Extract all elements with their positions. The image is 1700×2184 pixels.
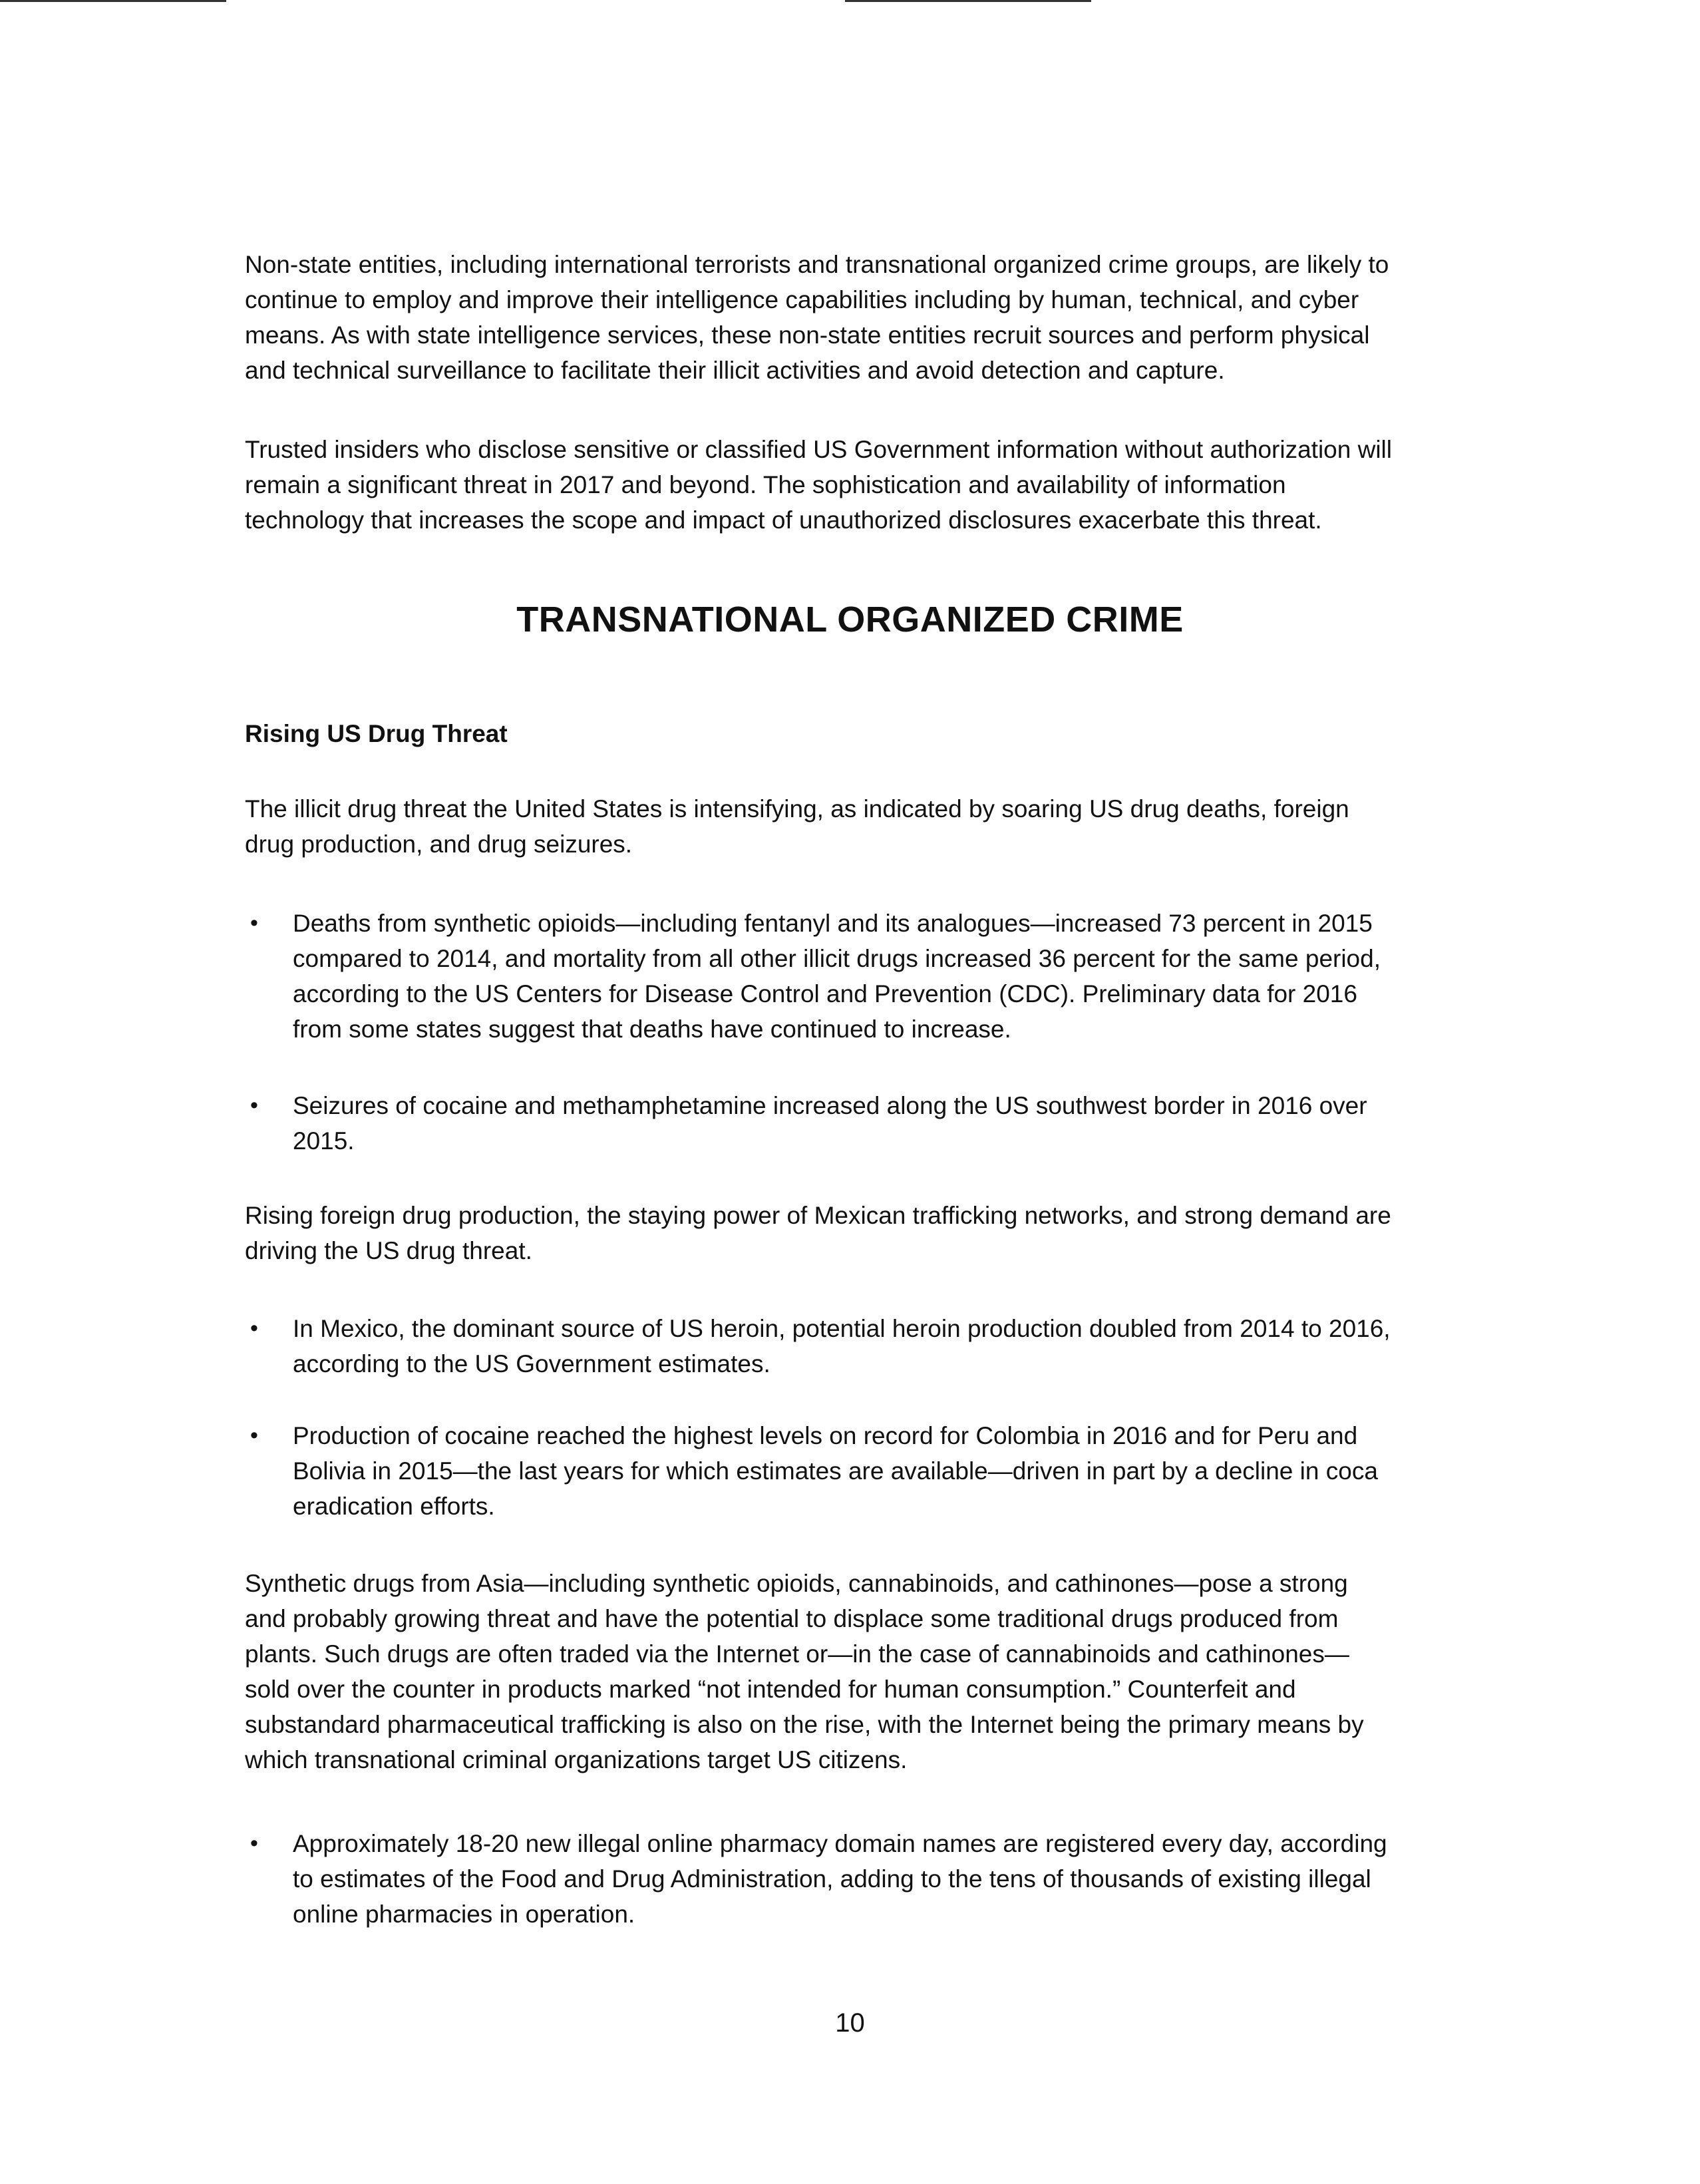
paragraph — [245, 791, 1496, 862]
bullet-icon: • — [250, 1831, 258, 1856]
text-line: 2015. — [293, 1127, 355, 1155]
text-line: to estimates of the Food and Drug Administration, adding to the tens of thousands of existing illegal — [293, 1865, 1371, 1893]
text-line: and probably growing threat and have the potential to displace some traditional drugs produced from — [245, 1605, 1339, 1632]
text-line: substandard pharmaceutical trafficking is also on the rise, with the Internet being the primary means by — [245, 1711, 1364, 1738]
bullet-icon: • — [250, 1316, 258, 1341]
bullet-item — [250, 1418, 1490, 1524]
text-line: Non-state entities, including international terrorists and transnational organized crime groups, are likely to — [245, 251, 1389, 278]
text-line: and technical surveillance to facilitate their illicit activities and avoid detection and capture. — [245, 357, 1225, 384]
text-line: remain a significant threat in 2017 and beyond. The sophistication and availability of information — [245, 471, 1286, 498]
paragraph — [245, 1198, 1496, 1268]
bullet-item — [250, 1826, 1490, 1932]
text-line: plants. Such drugs are often traded via the Internet or—in the case of cannabinoids and cathinones— — [245, 1640, 1349, 1668]
text-line: Seizures of cocaine and methamphetamine increased along the US southwest border in 2016 over — [293, 1092, 1367, 1119]
scan-artifact-line — [0, 0, 226, 2]
page-number: 10 — [835, 2008, 865, 2038]
bullet-item — [250, 906, 1490, 1047]
text-line: according to the US Centers for Disease Control and Prevention (CDC). Preliminary data for 2016 — [293, 980, 1357, 1007]
paragraph — [245, 432, 1496, 538]
text-line: sold over the counter in products marked “not intended for human consumption.” Counterfeit and — [245, 1676, 1296, 1703]
text-line: drug production, and drug seizures. — [245, 830, 633, 858]
text-line: which transnational criminal organizations target US citizens. — [245, 1746, 908, 1773]
subheading — [245, 716, 1496, 751]
text-line: means. As with state intelligence services, these non-state entities recruit sources and perform physical — [245, 321, 1370, 349]
text-line: according to the US Government estimates. — [293, 1350, 770, 1377]
bullet-icon: • — [250, 1423, 258, 1448]
paragraph — [245, 1566, 1496, 1777]
text-line: online pharmacies in operation. — [293, 1901, 635, 1928]
section-heading: TRANSNATIONAL ORGANIZED CRIME — [516, 600, 1184, 639]
bullet-item — [250, 1088, 1490, 1159]
text-line: Trusted insiders who disclose sensitive or classified US Government information without authorization will — [245, 436, 1392, 463]
text-line: Rising foreign drug production, the staying power of Mexican trafficking networks, and strong demand are — [245, 1202, 1391, 1229]
text-line: Synthetic drugs from Asia—including synthetic opioids, cannabinoids, and cathinones—pose a strong — [245, 1570, 1348, 1597]
text-line: In Mexico, the dominant source of US heroin, potential heroin production doubled from 2014 to 2016, — [293, 1315, 1391, 1342]
text-line: compared to 2014, and mortality from all other illicit drugs increased 36 percent for the same period, — [293, 945, 1381, 972]
bullet-item — [250, 1311, 1490, 1381]
bullet-icon: • — [250, 910, 258, 936]
text-line: The illicit drug threat the United States is intensifying, as indicated by soaring US drug deaths, foreign — [245, 795, 1349, 822]
text-line: Bolivia in 2015—the last years for which estimates are available—driven in part by a decline in coca — [293, 1457, 1378, 1485]
paragraph — [245, 247, 1496, 388]
text-line: driving the US drug threat. — [245, 1237, 532, 1264]
text-line: from some states suggest that deaths have continued to increase. — [293, 1015, 1011, 1043]
text-line: Production of cocaine reached the highest levels on record for Colombia in 2016 and for Peru and — [293, 1422, 1358, 1449]
text-line: technology that increases the scope and impact of unauthorized disclosures exacerbate this threat. — [245, 506, 1322, 534]
text-line: eradication efforts. — [293, 1493, 495, 1520]
text-line: Deaths from synthetic opioids—including fentanyl and its analogues—increased 73 percent in 2015 — [293, 910, 1373, 937]
scan-artifact-line — [845, 0, 1091, 2]
text-line: continue to employ and improve their intelligence capabilities including by human, technical, and cyber — [245, 286, 1359, 313]
bullet-icon: • — [250, 1093, 258, 1118]
text-line: Rising US Drug Threat — [245, 720, 508, 747]
text-line: Approximately 18-20 new illegal online pharmacy domain names are registered every day, according — [293, 1830, 1387, 1857]
